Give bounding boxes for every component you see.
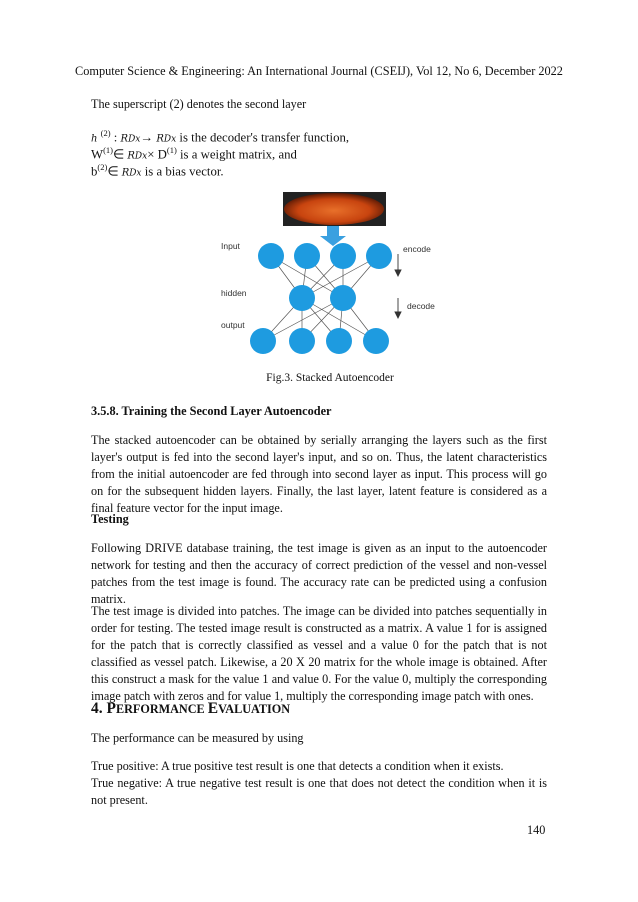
stacked-autoencoder-figure	[215, 186, 445, 366]
decode-arrow-icon	[395, 298, 401, 318]
testing-heading: Testing	[91, 512, 129, 526]
true-negative-definition: True negative: A true negative test result is one that does not detect the condition when it is not present.	[91, 776, 547, 807]
output-layer	[250, 328, 389, 354]
section-heading-4: 4. PERFORMANCE EVALUATION	[91, 700, 291, 717]
section-heading-358: 3.5.8. Training the Second Layer Autoencoder	[91, 404, 332, 418]
label-hidden: hidden	[221, 288, 247, 298]
figure-caption: Fig.3. Stacked Autoencoder	[266, 372, 394, 384]
input-layer	[258, 243, 392, 269]
definition-bias-vector: $b^{(2)}\in$ RDx is a bias vector.	[91, 162, 224, 179]
encoder-connections	[271, 256, 379, 298]
output-node	[326, 328, 352, 354]
label-encode: encode	[403, 244, 431, 254]
section-358-paragraph: The stacked autoencoder can be obtained by serially arranging the layers such as the first layer's output is fed into the second layer's input, and so on. Thus, the latent characteristics from the initial autoencoder are fed through into second layer as input. This process will go on for the subsequent hidden layers. Finally, the last layer, latent feature is considered as a final feature vector for the input image.	[91, 433, 547, 515]
input-arrow-icon	[320, 226, 346, 246]
label-input: Input	[221, 241, 240, 251]
input-node	[294, 243, 320, 269]
output-node	[363, 328, 389, 354]
output-node	[289, 328, 315, 354]
input-node	[366, 243, 392, 269]
performance-intro: The performance can be measured by using	[91, 731, 304, 745]
output-node	[250, 328, 276, 354]
label-output: output	[221, 320, 245, 330]
hidden-layer	[289, 285, 356, 311]
label-decode: decode	[407, 301, 435, 311]
encode-arrow-icon	[395, 254, 401, 276]
page-number: 140	[527, 823, 546, 837]
definition-decoder-function: h $^{(2)}$ : RDx→ RDx is the decoder's transfer function,	[91, 128, 350, 145]
testing-paragraph-2: The test image is divided into patches. The image can be divided into patches sequentially in order for testing. The tested image result is constructed as a matrix. A value 1 for is assigned for the patch that is correctly classified as vessel and a value 0 for the patch that is not classified as vessel patch. Likewise, a 20 X 20 matrix for the whole image is obtained. After this construct a mask for the value 1 and value 0. For the value 0, multiply the corresponding image patch with zeros and for value 1, multiply the corresponding image patch with ones.	[91, 604, 547, 703]
fundus-image	[284, 193, 384, 225]
testing-paragraph-1: Following DRIVE database training, the test image is given as an input to the autoencoder network for testing and then the accuracy of correct prediction of the vessel and non-vessel patches from the test image is found. The accuracy rate can be predicted using a confusion matrix.	[91, 541, 547, 606]
true-positive-definition: True positive: A true positive test result is one that detects a condition when it exists.	[91, 759, 504, 773]
hidden-node	[289, 285, 315, 311]
input-node	[330, 243, 356, 269]
hidden-node	[330, 285, 356, 311]
definition-weight-matrix: $W^{(1)}\in$ $RDx\times D^{(1)}$ is a weight matrix, and	[91, 145, 297, 162]
symbol-h: h	[91, 133, 98, 145]
input-node	[258, 243, 284, 269]
superscript-note: The superscript (2) denotes the second layer	[91, 97, 307, 111]
decoder-connections	[263, 298, 376, 341]
journal-header: Computer Science & Engineering: An International Journal (CSEIJ), Vol 12, No 6, December 2022	[75, 64, 563, 78]
